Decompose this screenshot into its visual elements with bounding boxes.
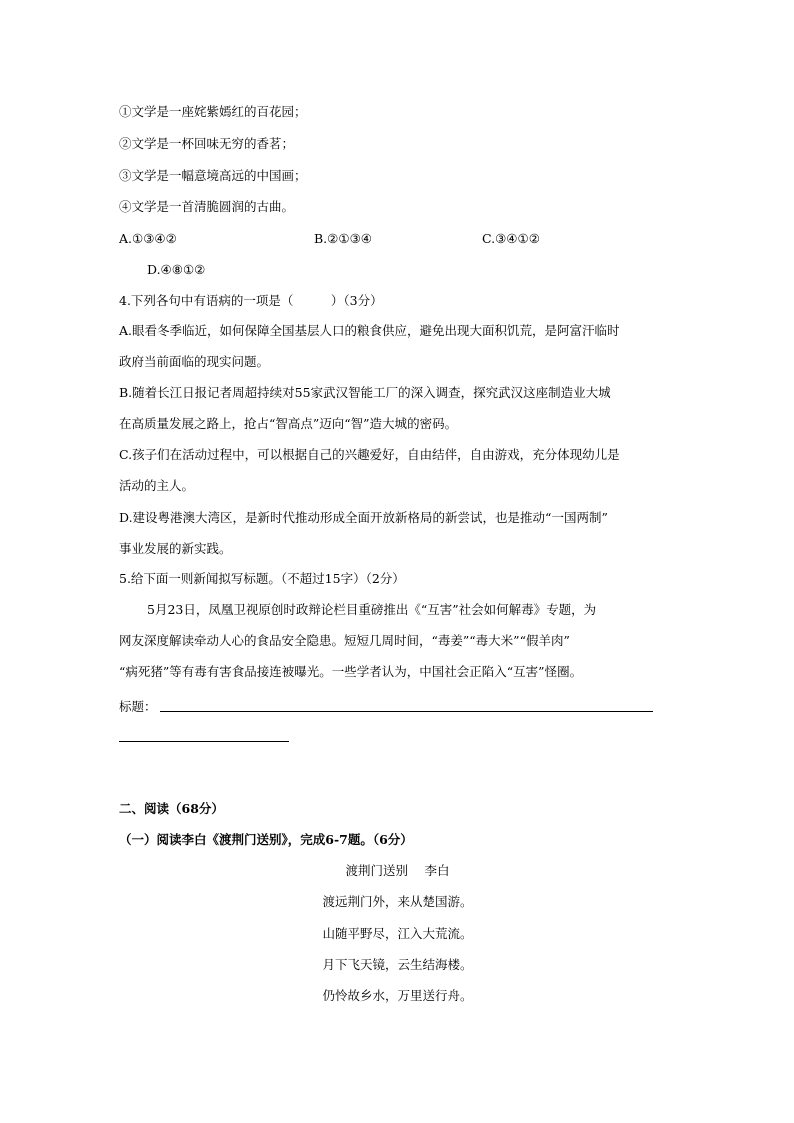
poem-line: 渡远荆门外，来从楚国游。 [322, 894, 473, 909]
list-item: ③文学是一幅意境高远的中国画； [119, 168, 307, 183]
section-sub-heading: （一）阅读李白《渡荆门送别》，完成6-7题。（6分） [119, 832, 413, 847]
list-item: ④文学是一首清脆圆润的古曲。 [119, 199, 295, 214]
question-5: 5.给下面一则新闻拟写标题。（不超过15字）（2分） [119, 571, 405, 586]
q4-option-c-line2: 活动的主人。 [119, 478, 195, 493]
poem-line: 山随平野尽，江入大荒流。 [322, 926, 473, 941]
news-paragraph-line3: “病死猪”等有毒有害食品接连被曝光。一些学者认为，中国社会正陷入“互害”怪圈。 [119, 664, 583, 679]
option-b: B.②①③④ [314, 231, 372, 246]
list-item: ②文学是一杯回味无穷的香茗； [119, 136, 295, 151]
option-c: C.③④①② [482, 231, 540, 246]
news-paragraph-line2: 网友深度解读牵动人心的食品安全隐患。短短几周时间，“毒姜”“毒大米”“假羊肉” [119, 633, 570, 648]
news-paragraph-line1: 5月23日，凤凰卫视原创时政辩论栏目重磅推出《“互害”社会如何解毒》专题，为 [147, 602, 597, 617]
title-label: 标题： [119, 699, 157, 714]
option-d: D.④⑧①② [147, 262, 206, 277]
title-answer-line[interactable] [160, 711, 653, 712]
question-4: 4.下列各句中有语病的一项是（ ）（3分） [119, 293, 383, 308]
list-item: ①文学是一座姹紫嫣红的百花园； [119, 104, 307, 119]
q4-option-b-line2: 在高质量发展之路上，抢占“智高点”迈向“智”造大城的密码。 [119, 416, 458, 431]
title-answer-line-continued[interactable] [119, 741, 289, 742]
q4-option-d-line2: 事业发展的新实践。 [119, 541, 232, 556]
q4-option-b-line1: B.随着长江日报记者周超持续对55家武汉智能工厂的深入调查，探究武汉这座制造业大城 [119, 385, 611, 400]
section-heading: 二、阅读（68分） [119, 801, 224, 816]
q4-option-d-line1: D.建设粤港澳大湾区，是新时代推动形成全面开放新格局的新尝试，也是推动“一国两制” [119, 510, 608, 525]
poem-line: 月下飞天镜，云生结海楼。 [322, 957, 473, 972]
poem-line: 仍怜故乡水，万里送行舟。 [322, 988, 473, 1003]
q4-option-a-line1: A.眼看冬季临近，如何保障全国基层人口的粮食供应，避免出现大面积饥荒，是阿富汗临时 [119, 323, 620, 338]
poem-title: 渡荆门送别 李白 [345, 863, 450, 878]
q4-option-c-line1: C.孩子们在活动过程中，可以根据自己的兴趣爱好，自由结伴，自由游戏，充分体现幼儿是 [119, 447, 620, 462]
option-a: A.①③④② [119, 231, 177, 246]
q4-option-a-line2: 政府当前面临的现实问题。 [119, 354, 270, 369]
